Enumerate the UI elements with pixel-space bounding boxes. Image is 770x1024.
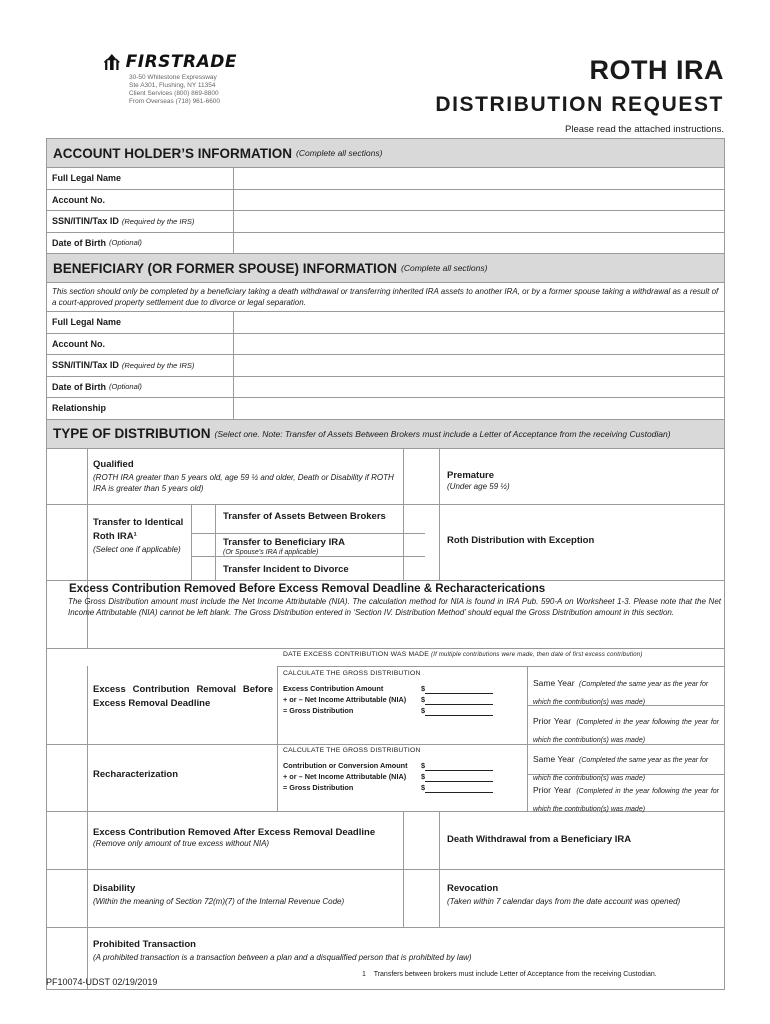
- beneficiary-ssn-field[interactable]: [234, 355, 724, 376]
- account-holder-name-row: Full Legal Name: [47, 168, 724, 190]
- title-distribution-request: DISTRIBUTION REQUEST: [435, 93, 724, 116]
- excess-note: The Gross Distribution amount must include the Net Income Attributable (NIA). The calculation method for NIA is found in IRA Pub. 590-A on Worksheet 1-3. Please note that the Net Income Attributable (NIA) cannot be left blank. The Gross Distribution entered in ‘Section IV. Distribution Method’ should equal the Gross Distribution amount in this section.: [68, 596, 721, 617]
- option-revocation[interactable]: Revocation (Taken within 7 calendar days from the date account was opened): [447, 882, 681, 906]
- distribution-type-grid: [47, 449, 724, 989]
- account-holder-heading: ACCOUNT HOLDER’S INFORMATION (Complete all sections): [47, 139, 724, 168]
- beneficiary-name-field[interactable]: [234, 312, 724, 333]
- option-excess-after-deadline[interactable]: Excess Contribution Removed After Excess Removal Deadline (Remove only amount of true excess without NIA): [93, 826, 376, 848]
- distribution-type-heading: TYPE OF DISTRIBUTION (Select one. Note: Transfer of Assets Between Brokers must include a Letter of Acceptance from the receiving Custodian): [47, 420, 724, 449]
- form-code: PF10074-UDST 02/19/2019: [46, 977, 158, 987]
- option-prohibited-transaction[interactable]: Prohibited Transaction (A prohibited transaction is a transaction between a plan and a disqualified person that is prohibited by law): [93, 938, 472, 962]
- option-prior-year-2[interactable]: Prior Year (Completed in the year following the year for which the contribution(s) was made): [533, 784, 719, 813]
- beneficiary-account-row: Account No.: [47, 334, 724, 356]
- account-holder-dob-row: Date of Birth (Optional): [47, 233, 724, 255]
- nia-amount-field-2[interactable]: [425, 774, 493, 782]
- arrow-logo-icon: [102, 53, 122, 71]
- option-qualified[interactable]: [93, 459, 398, 494]
- account-holder-account-row: Account No.: [47, 190, 724, 212]
- beneficiary-dob-field[interactable]: [234, 377, 724, 398]
- option-transfer-between-brokers[interactable]: Transfer of Assets Between Brokers: [223, 510, 386, 522]
- account-holder-ssn-row: SSN/ITIN/Tax ID (Required by the IRS): [47, 211, 724, 233]
- title-roth-ira: ROTH IRA: [589, 55, 724, 85]
- footnote: 1 Transfers between brokers must include Letter of Acceptance from the receiving Custodian.: [362, 971, 657, 978]
- distribution-form: [46, 138, 725, 990]
- account-holder-account-field[interactable]: [234, 190, 724, 211]
- transfer-title: Transfer to Identical Roth IRA¹: [93, 516, 184, 542]
- account-holder-ssn-field[interactable]: [234, 211, 724, 232]
- company-address: 30-50 Whitestone Expressway Ste A301, Flushing, NY 11354 Client Services (800) 869-8800 From Overseas (718) 961-6600: [129, 74, 221, 105]
- beneficiary-relationship-field[interactable]: [234, 398, 724, 419]
- account-holder-name-field[interactable]: [234, 168, 724, 189]
- nia-amount-field-1[interactable]: [425, 697, 493, 705]
- qualified-description: (ROTH IRA greater than 5 years old, age 59 ½ and older, Death or Disability if ROTH IRA is greater than 5 years old): [93, 472, 394, 493]
- beneficiary-note: This section should only be completed by a beneficiary taking a death withdrawal or transferring inherited IRA assets to another IRA, or by a former spouse taking a withdrawal as a result of a court-approved property settlement due to divorce or legal separation.: [47, 283, 724, 312]
- calc-gross-distribution-1: CALCULATE THE GROSS DISTRIBUTION Excess Contribution Amount $ + or – Net Income Attributable (NIA) $ = Gross Distribution $: [283, 670, 493, 716]
- qualified-title: Qualified: [93, 458, 134, 470]
- option-same-year-2[interactable]: Same Year (Completed the same year as the year for which the contribution(s) was made): [533, 753, 709, 782]
- option-premature[interactable]: [447, 470, 717, 492]
- option-transfer-incident-divorce[interactable]: Transfer Incident to Divorce: [223, 563, 349, 575]
- option-recharacterization[interactable]: Recharacterization: [93, 768, 179, 780]
- beneficiary-heading: BENEFICIARY (OR FORMER SPOUSE) INFORMATION (Complete all sections): [47, 254, 724, 283]
- instructions-note: Please read the attached instructions.: [565, 124, 724, 135]
- gross-distribution-field-1[interactable]: [425, 708, 493, 716]
- option-excess-before-deadline[interactable]: Excess Contribution Removal Before Excess Removal Deadline: [93, 683, 273, 709]
- option-disability[interactable]: Disability (Within the meaning of Section 72(m)(7) of the Internal Revenue Code): [93, 882, 345, 906]
- transfer-description: (Select one if applicable): [93, 544, 181, 554]
- beneficiary-name-row: Full Legal Name: [47, 312, 724, 334]
- option-roth-distribution-exception[interactable]: Roth Distribution with Exception: [447, 534, 595, 546]
- beneficiary-relationship-row: Relationship: [47, 398, 724, 420]
- date-excess-label: DATE EXCESS CONTRIBUTION WAS MADE (If multiple contributions were made, then date of first excess contribution): [283, 650, 643, 658]
- option-transfer-identical-roth[interactable]: [93, 516, 188, 555]
- excess-amount-field[interactable]: [425, 686, 493, 694]
- option-same-year-1[interactable]: Same Year (Completed the same year as the year for which the contribution(s) was made): [533, 677, 709, 706]
- date-excess-field[interactable]: [283, 659, 723, 666]
- option-transfer-beneficiary-ira[interactable]: Transfer to Beneficiary IRA (Or Spouse’s IRA if applicable): [223, 536, 345, 556]
- calc-gross-distribution-2: CALCULATE THE GROSS DISTRIBUTION Contribution or Conversion Amount $ + or – Net Income Attributable (NIA) $ = Gross Distribution $: [283, 747, 493, 793]
- beneficiary-ssn-row: SSN/ITIN/Tax ID (Required by the IRS): [47, 355, 724, 377]
- option-death-withdrawal[interactable]: Death Withdrawal from a Beneficiary IRA: [447, 833, 632, 845]
- account-holder-dob-field[interactable]: [234, 233, 724, 254]
- premature-description: (Under age 59 ½): [447, 481, 510, 491]
- excess-heading: Excess Contribution Removed Before Excess Removal Deadline & Recharacterications: [69, 582, 546, 595]
- gross-distribution-field-2[interactable]: [425, 785, 493, 793]
- premature-title: Premature: [447, 469, 494, 481]
- excess-section: [69, 583, 721, 619]
- beneficiary-dob-row: Date of Birth (Optional): [47, 377, 724, 399]
- form-title: [435, 55, 724, 135]
- firstrade-logo: [102, 52, 237, 106]
- beneficiary-account-field[interactable]: [234, 334, 724, 355]
- conversion-amount-field[interactable]: [425, 763, 493, 771]
- option-prior-year-1[interactable]: Prior Year (Completed in the year following the year for which the contribution(s) was made): [533, 715, 719, 744]
- logo-text: FIRSTRADE: [125, 52, 237, 72]
